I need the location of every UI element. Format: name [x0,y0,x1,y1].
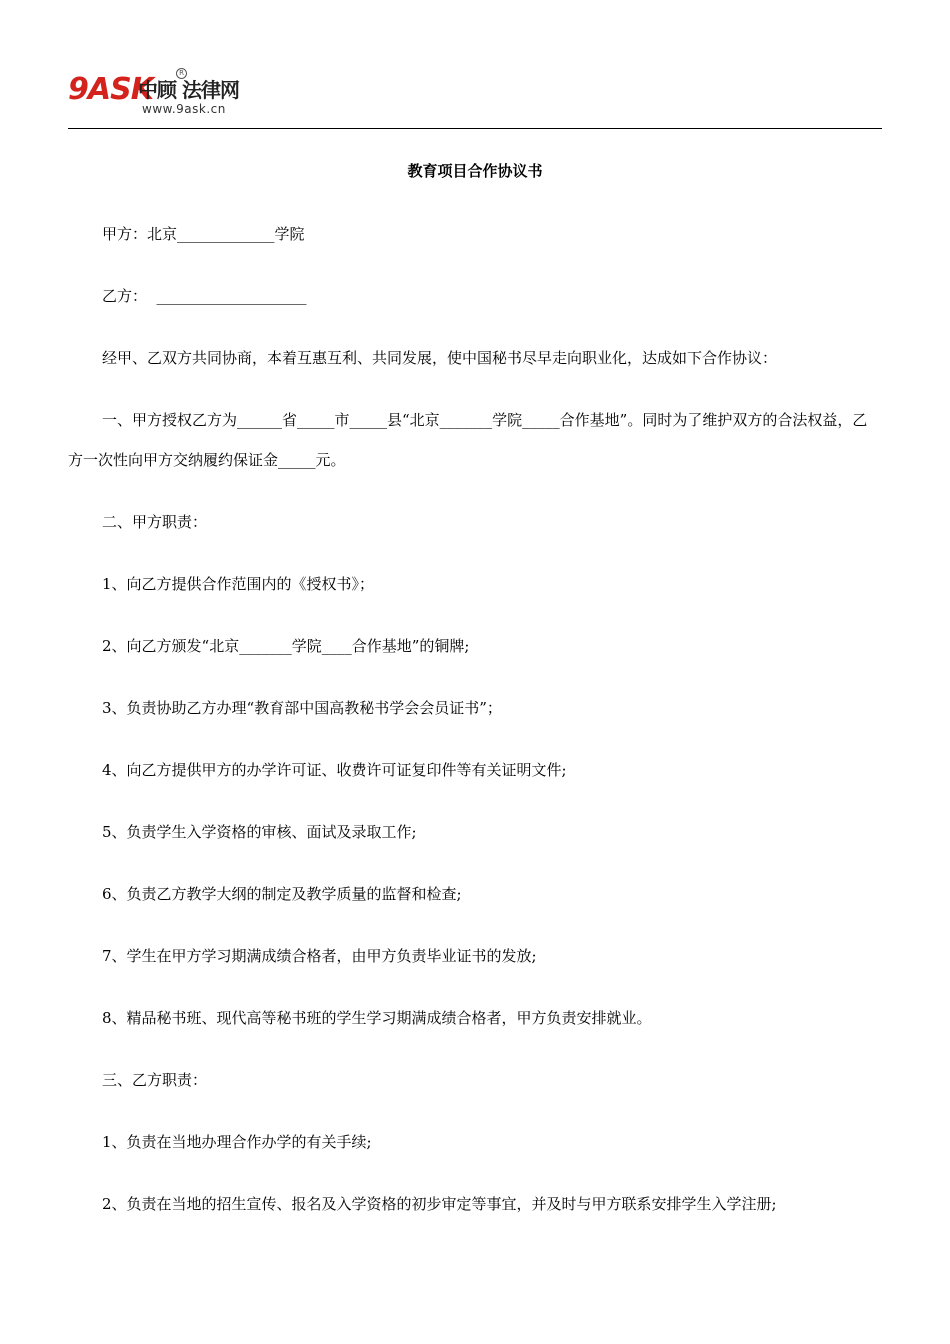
a-duty-item: 5、负责学生入学资格的审核、面试及录取工作; [102,823,417,841]
logo-mark: 9ASK [68,72,153,107]
a-duty-item: 6、负责乙方教学大纲的制定及教学质量的监督和检查; [102,885,462,903]
a-duty-item: 3、负责协助乙方办理“教育部中国高教秘书学会会员证书”； [102,699,502,717]
b-duty-item: 2、负责在当地的招生宣传、报名及入学资格的初步审定等事宜，并及时与甲方联系安排学生入学注册; [102,1195,777,1213]
header-divider [68,128,882,129]
page-header [68,66,882,132]
party-a-line: 甲方：北京_____________学院 [102,225,305,243]
site-logo[interactable] [68,69,258,128]
section-2-heading: 二、甲方职责： [102,513,208,531]
clause-1-paragraph: 一、甲方授权乙方为______省_____市_____县“北京_______学院_____合作基地”。同时为了维护双方的合法权益，乙方一次性向甲方交纳履约保证金_____元。 [68,411,868,469]
a-duty-item: 4、向乙方提供甲方的办学许可证、收费许可证复印件等有关证明文件; [102,761,567,779]
logo-name: 中顾 法律网 [138,78,239,102]
section-3-heading: 三、乙方职责： [102,1071,208,1089]
a-duty-item: 1、向乙方提供合作范围内的《授权书》； [102,575,375,593]
party-b-line: 乙方： ____________________ [102,287,307,305]
a-duty-item: 8、精品秘书班、现代高等秘书班的学生学习期满成绩合格者，甲方负责安排就业。 [102,1009,652,1027]
registered-mark-icon: R [176,68,187,79]
document-title: 教育项目合作协议书 [407,162,543,180]
a-duty-item: 2、向乙方颁发“北京_______学院____合作基地”的铜牌; [102,637,470,655]
logo-url: www.9ask.cn [142,102,226,116]
intro-paragraph: 经甲、乙双方共同协商，本着互惠互利、共同发展，使中国秘书尽早走向职业化，达成如下合作协议： [102,349,778,367]
a-duty-item: 7、学生在甲方学习期满成绩合格者，由甲方负责毕业证书的发放; [102,947,537,965]
b-duty-item: 1、负责在当地办理合作办学的有关手续; [102,1133,372,1151]
